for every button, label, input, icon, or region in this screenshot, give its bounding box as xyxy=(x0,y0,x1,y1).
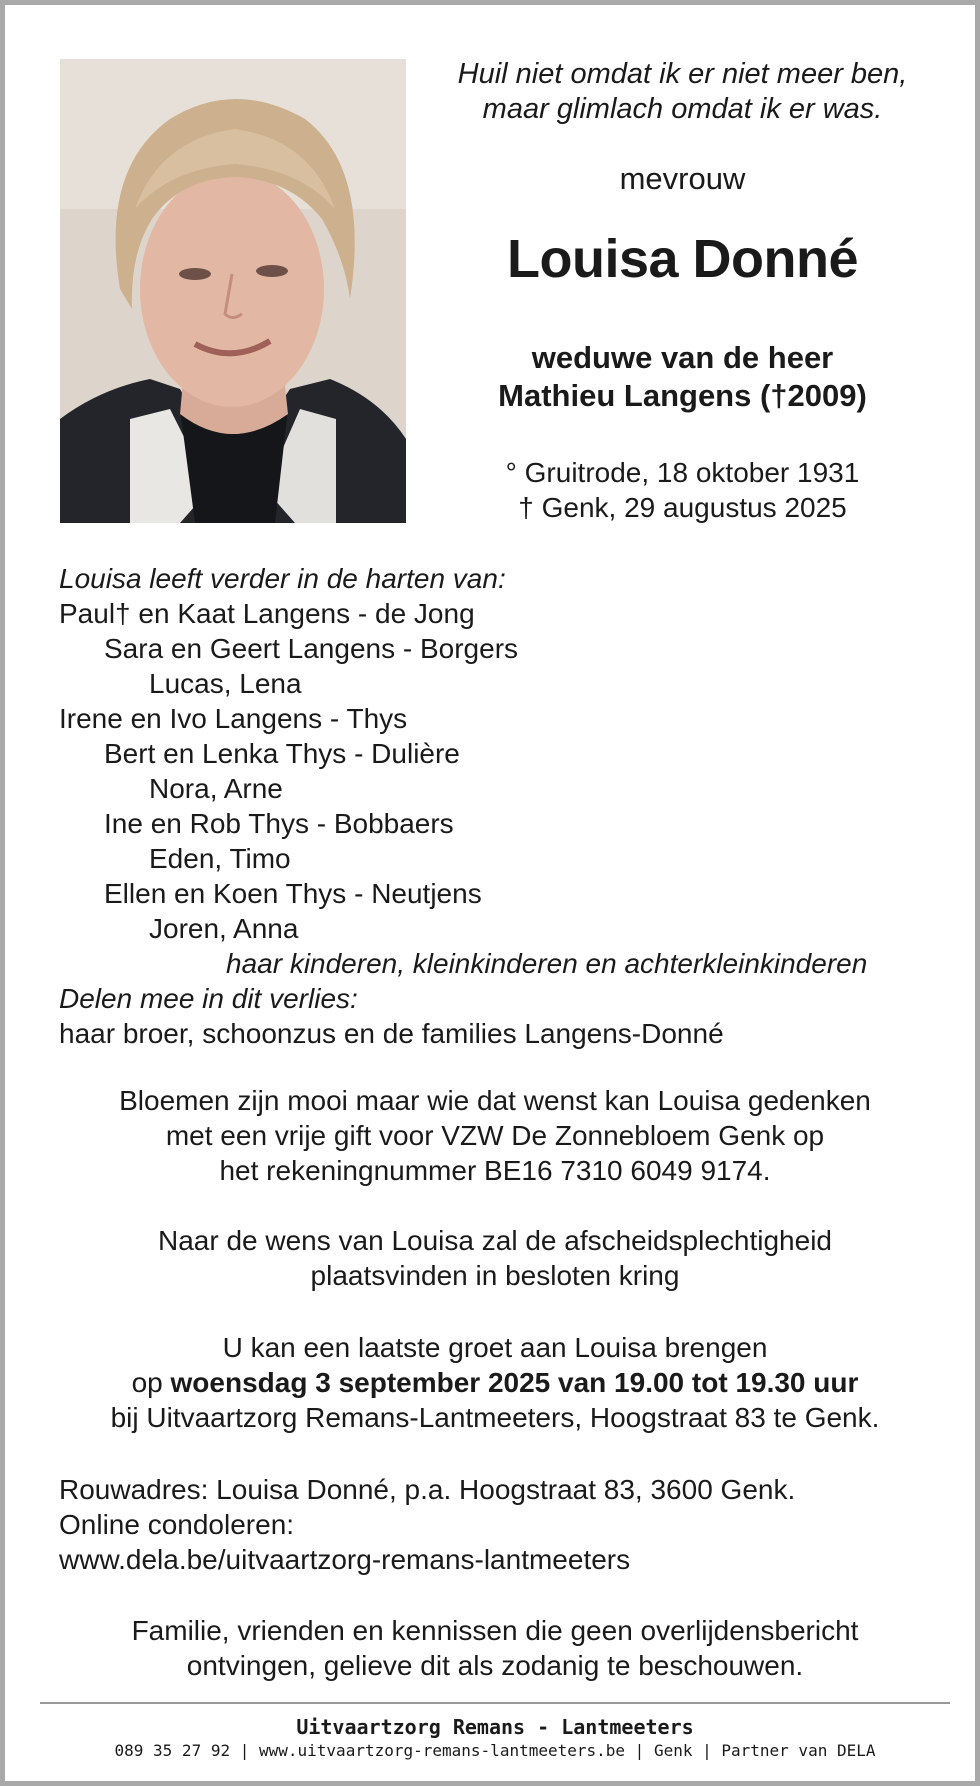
descendants-line: haar kinderen, kleinkinderen en achterkleinkinderen xyxy=(226,948,868,979)
family-line: Paul† en Kaat Langens - de Jong xyxy=(59,598,475,629)
portrait-photo xyxy=(60,59,406,523)
visit-line-3: bij Uitvaartzorg Remans-Lantmeeters, Hoogstraat 83 te Genk. xyxy=(110,1402,880,1433)
quote-line-2: maar glimlach omdat ik er was. xyxy=(482,93,883,125)
share-intro: Delen mee in dit verlies: xyxy=(59,983,358,1014)
family-list xyxy=(59,561,949,1051)
ceremony-line-1: Naar de wens van Louisa zal de afscheidsplechtigheid xyxy=(158,1225,832,1256)
family-line: Eden, Timo xyxy=(149,843,291,874)
death-date: † Genk, 29 augustus 2025 xyxy=(518,492,847,523)
ceremony-notice xyxy=(45,1223,945,1293)
funeral-company-name: Uitvaartzorg Remans - Lantmeeters xyxy=(296,1715,694,1739)
family-line: Nora, Arne xyxy=(149,773,283,804)
address-block xyxy=(59,1472,949,1577)
closing-notice xyxy=(45,1613,945,1683)
visit-line-2 xyxy=(45,1365,945,1400)
quote-line-1: Huil niet omdat ik er niet meer ben, xyxy=(457,58,908,90)
family-line: Bert en Lenka Thys - Dulière xyxy=(104,738,460,769)
visit-prefix: op xyxy=(131,1367,171,1398)
condolence-url: www.dela.be/uitvaartzorg-remans-lantmeeters xyxy=(59,1544,631,1575)
family-line: Joren, Anna xyxy=(149,913,299,944)
family-line: Ine en Rob Thys - Bobbaers xyxy=(104,808,454,839)
funeral-company-info: 089 35 27 92 | www.uitvaartzorg-remans-lantmeeters.be | Genk | Partner van DELA xyxy=(114,1741,876,1760)
visit-line-1: U kan een laatste groet aan Louisa brengen xyxy=(222,1332,768,1363)
closing-line-2: ontvingen, gelieve dit als zodanig te beschouwen. xyxy=(186,1650,804,1681)
online-condolence-label: Online condoleren: xyxy=(59,1509,295,1540)
life-dates xyxy=(425,455,940,525)
ceremony-line-2: plaatsvinden in besloten kring xyxy=(310,1260,680,1291)
flowers-line-1: Bloemen zijn mooi maar wie dat wenst kan Louisa gedenken xyxy=(119,1085,871,1116)
flowers-line-2: met een vrije gift voor VZW De Zonnebloem Genk op xyxy=(165,1120,825,1151)
footer-divider xyxy=(40,1702,950,1704)
visit-when: woensdag 3 september 2025 van 19.00 tot 19.30 uur xyxy=(170,1367,859,1398)
visit-notice xyxy=(45,1330,945,1435)
honorific: mevrouw xyxy=(619,161,746,196)
quote xyxy=(425,57,940,127)
footer xyxy=(35,1714,955,1762)
share-line: haar broer, schoonzus en de families Langens-Donné xyxy=(59,1018,724,1049)
rouwadres: Rouwadres: Louisa Donné, p.a. Hoogstraat 83, 3600 Genk. xyxy=(59,1474,796,1505)
closing-line-1: Familie, vrienden en kennissen die geen overlijdensbericht xyxy=(131,1615,859,1646)
family-line: Irene en Ivo Langens - Thys xyxy=(59,703,408,734)
family-intro: Louisa leeft verder in de harten van: xyxy=(59,563,506,594)
family-line: Ellen en Koen Thys - Neutjens xyxy=(104,878,482,909)
family-line: Sara en Geert Langens - Borgers xyxy=(104,633,519,664)
deceased-name: Louisa Donné xyxy=(506,229,858,289)
spouse-line-2: Mathieu Langens (†2009) xyxy=(498,378,867,413)
spouse-info xyxy=(425,339,940,415)
flowers-notice xyxy=(45,1083,945,1188)
spouse-line-1: weduwe van de heer xyxy=(531,340,834,375)
family-line: Lucas, Lena xyxy=(149,668,302,699)
birth-date: ° Gruitrode, 18 oktober 1931 xyxy=(505,457,860,488)
flowers-line-3: het rekeningnummer BE16 7310 6049 9174. xyxy=(219,1155,771,1186)
